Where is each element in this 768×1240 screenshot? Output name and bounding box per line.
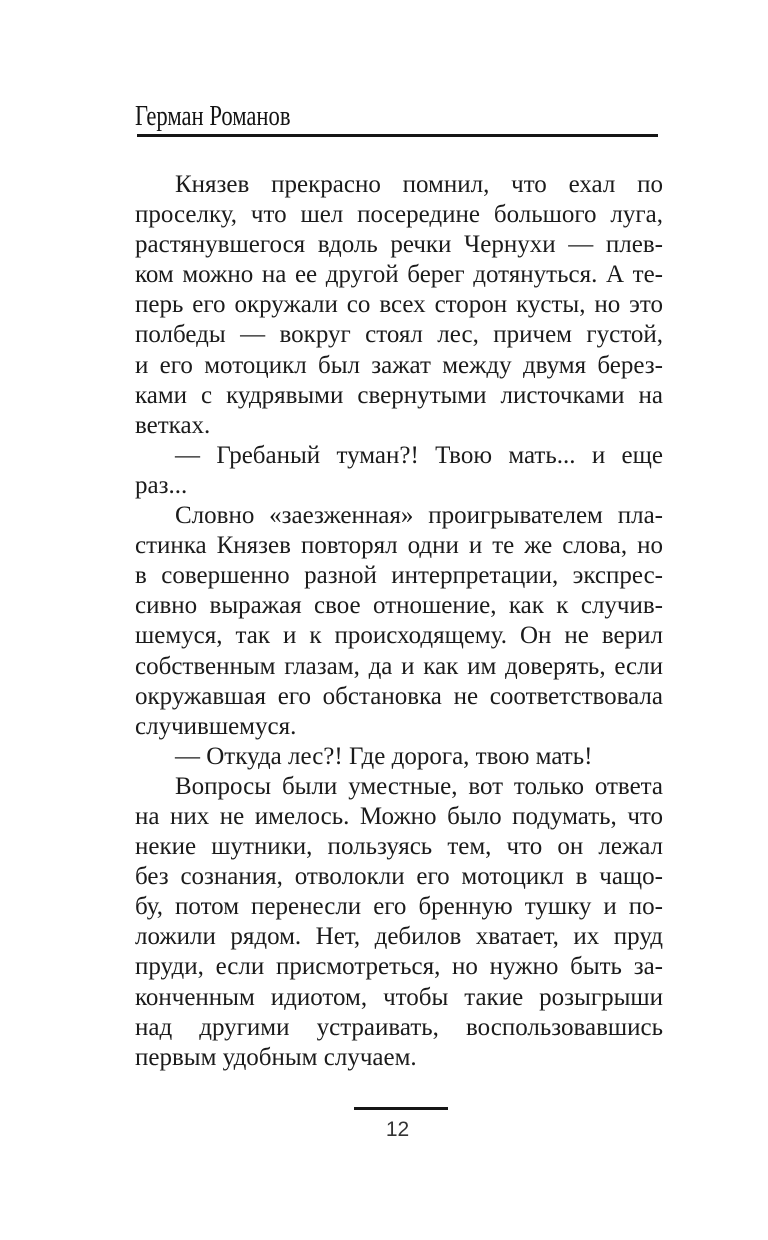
text-line: — Гребаный туман?! Твою мать... и еще (175, 441, 663, 469)
text-line: Вопросы были уместные, вот только ответа (175, 772, 663, 800)
text-line: пруди, если присмотреться, но нужно быть за- (135, 953, 663, 981)
text-line: конченным идиотом, чтобы такие розыгрыши (135, 983, 663, 1011)
paragraph-2-dialogue (135, 441, 663, 501)
text-line: сивно выражая свое отношение, как к случив- (135, 592, 663, 620)
text-line: собственным глазам, да и как им доверять, если (135, 652, 663, 680)
text-line: раз... (135, 471, 188, 499)
text-line: ками с кудрявыми свернутыми листочками на (135, 381, 663, 409)
text-line: и его мотоцикл был зажат между двумя берез- (135, 351, 663, 379)
paragraph-5 (135, 772, 663, 1073)
text-line: Князев прекрасно помнил, что ехал по (175, 171, 663, 198)
text-line: полбеды — вокруг стоял лес, причем густой, (135, 321, 663, 349)
text-line: без сознания, отволокли его мотоцикл в чащо- (135, 863, 663, 891)
text-line: ложили рядом. Нет, дебилов хватает, их пруд (135, 923, 663, 951)
text-line: в совершенно разной интерпретации, экспрес- (135, 562, 663, 590)
running-header-author: Герман Романов (135, 100, 291, 132)
text-line: ветках. (135, 411, 211, 439)
text-line: проселку, что шел посередине большого луга, (135, 201, 663, 229)
text-line: — Откуда лес?! Где дорога, твою мать! (175, 742, 593, 770)
paragraph-3 (135, 501, 663, 742)
text-line: первым удобным случаем. (135, 1043, 417, 1071)
text-line: стинка Князев повторял одни и те же слова, но (135, 532, 663, 560)
header-rule (137, 134, 658, 137)
text-line: над другими устраивать, воспользовавшись (135, 1013, 663, 1041)
footer-rule (354, 1107, 448, 1110)
text-line: перь его окружали со всех сторон кусты, но это (135, 291, 663, 319)
text-line: некие шутники, пользуясь тем, что он лежал (135, 833, 663, 861)
text-line: Словно «заезженная» проигрывателем пла- (175, 502, 663, 530)
text-line: бу, потом перенесли его бренную тушку и по- (135, 893, 663, 921)
page-number: 12 (385, 1118, 410, 1141)
text-line: случившемуся. (135, 712, 297, 740)
paragraph-4-dialogue (135, 742, 663, 772)
body-text (135, 170, 663, 1073)
text-line: растянувшегося вдоль речки Чернухи — плев- (135, 231, 663, 259)
text-line: на них не имелось. Можно было подумать, что (135, 802, 663, 830)
text-line: окружавшая его обстановка не соответствовала (135, 682, 663, 710)
text-line: шемуся, так и к происходящему. Он не верил (135, 622, 663, 650)
paragraph-1 (135, 170, 663, 441)
text-line: ком можно на ее другой берег дотянуться. А те- (135, 261, 663, 289)
